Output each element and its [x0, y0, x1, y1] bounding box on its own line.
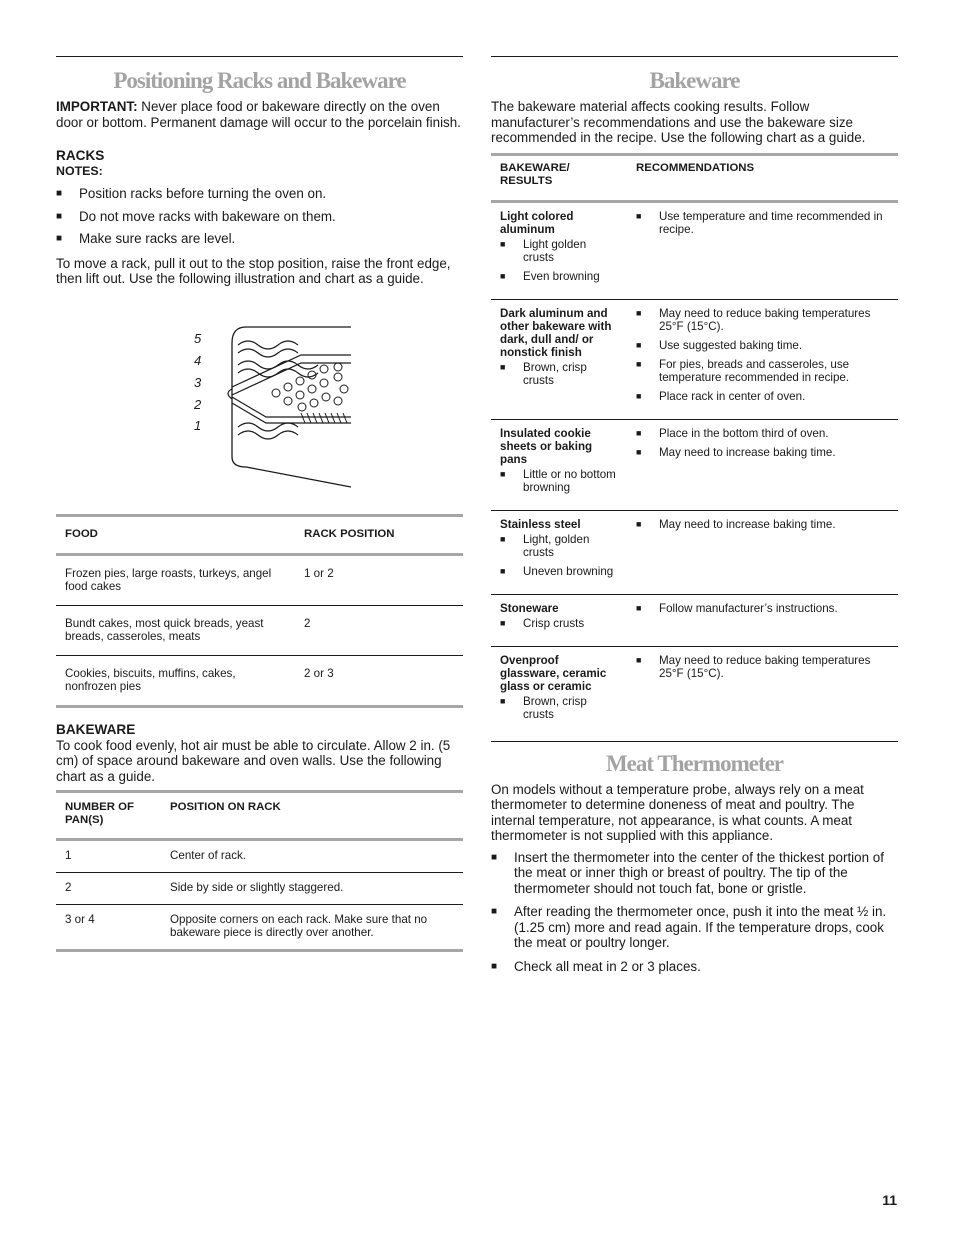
racks-heading: RACKS: [56, 148, 105, 163]
table-cell: [627, 510, 898, 594]
table-row: [56, 840, 463, 873]
rack-label-1: 1: [194, 417, 202, 433]
page-number: 11: [882, 1192, 897, 1208]
list-item: ■ Place rack in center of oven.: [636, 390, 890, 403]
table-row: [56, 905, 463, 951]
table-row: [491, 594, 898, 646]
list-item: ■ May need to reduce baking temperatures 25°F (15°C).: [636, 654, 890, 680]
right-column: [491, 56, 898, 974]
table-row: [56, 873, 463, 905]
table-cell: [627, 594, 898, 646]
list-item: ■ Use suggested baking time.: [636, 339, 890, 352]
section-title-bakeware: Bakeware: [649, 68, 740, 93]
column-header: RACK POSITION: [304, 527, 395, 540]
list-item: ■ Light golden crusts: [500, 238, 619, 264]
rack-label-2: 2: [194, 396, 202, 412]
list-item: ■ Even browning: [500, 270, 619, 283]
list-item: ■ After reading the thermometer once, push it into the meat ½ in. (1.25 cm) more and read again. If the temperature drops, cook the meat or poultry longer.: [491, 904, 898, 951]
table-cell: Bundt cakes, most quick breads, yeast breads, casseroles, meats: [65, 616, 264, 643]
top-rule: [56, 56, 463, 57]
rack-position-table: [56, 514, 463, 708]
table-header-row: [56, 515, 463, 554]
list-item: ■ Light, golden crusts: [500, 533, 619, 559]
table-cell: 1: [65, 849, 72, 862]
column-header: BAKEWARE/ RESULTS: [500, 161, 570, 187]
bakeware-text: To cook food evenly, hot air must be able to circulate. Allow 2 in. (5 cm) of space around bakeware and oven walls. Use the following chart as a guide.: [56, 737, 451, 784]
rack-label-4: 4: [194, 352, 202, 368]
list-item: ■ Make sure racks are level.: [56, 231, 463, 247]
bakeware-name: Light colored aluminum: [500, 209, 574, 236]
bakeware-results-table: [491, 153, 898, 742]
column-header: FOOD: [65, 527, 98, 540]
table-cell: 3 or 4: [65, 913, 95, 926]
column-header: RECOMMENDATIONS: [636, 161, 755, 174]
table-cell: 1 or 2: [304, 566, 334, 580]
table-cell: [627, 201, 898, 299]
list-item: ■ May need to reduce baking temperatures 25°F (15°C).: [636, 307, 890, 333]
table-cell: 2 or 3: [304, 666, 334, 680]
table-cell: [627, 646, 898, 741]
table-cell: [491, 299, 627, 419]
oven-rack-diagram: [56, 305, 463, 505]
list-item: ■ Follow manufacturer’s instructions.: [636, 602, 890, 615]
section-title-meat-thermometer: Meat Thermometer: [605, 750, 784, 776]
bakeware-name: Insulated cookie sheets or baking pans: [500, 426, 593, 466]
list-item: ■ Do not move racks with bakeware on them.: [56, 209, 463, 225]
list-item: ■ Uneven browning: [500, 565, 619, 578]
table-row: [491, 419, 898, 510]
table-cell: Cookies, biscuits, muffins, cakes, nonfrozen pies: [65, 666, 236, 693]
rack-label-5: 5: [194, 330, 202, 346]
table-row: [56, 554, 463, 605]
list-item: ■ Little or no bottom browning: [500, 468, 619, 494]
table-row: [56, 655, 463, 706]
table-cell: [491, 510, 627, 594]
table-cell: 2: [304, 616, 311, 630]
move-rack-text: To move a rack, pull it out to the stop position, raise the front edge, then lift out. Use the following illustration and chart as a guide.: [56, 255, 451, 286]
column-header: NUMBER OF PAN(S): [65, 801, 134, 826]
table-cell: [491, 594, 627, 646]
bakeware-name: Stoneware: [500, 601, 559, 615]
table-row: [56, 605, 463, 655]
bakeware-heading: BAKEWARE: [56, 721, 136, 737]
list-item: ■ Insert the thermometer into the center of the thickest portion of the meat or inner thigh or breast of poultry. The tip of the thermometer should not touch fat, bone or gristle.: [491, 850, 898, 897]
left-column: [56, 56, 463, 952]
list-item: ■ Use temperature and time recommended in recipe.: [636, 210, 890, 236]
table-row: [491, 201, 898, 299]
section-title-positioning: Positioning Racks and Bakeware: [113, 68, 406, 93]
notes-list: [56, 186, 463, 247]
notes-label: NOTES:: [56, 164, 103, 178]
table-cell: 2: [65, 881, 72, 894]
table-header-row: [491, 154, 898, 201]
table-cell: [627, 299, 898, 419]
list-item: ■ For pies, breads and casseroles, use temperature recommended in recipe.: [636, 358, 890, 384]
list-item: ■ Check all meat in 2 or 3 places.: [491, 959, 898, 975]
meat-intro: On models without a temperature probe, always rely on a meat thermometer to determine doneness of meat and poultry. The internal temperature, not appearance, is what counts. A meat thermometer is not supplied with this appliance.: [491, 781, 864, 843]
pan-position-table: [56, 790, 463, 952]
list-item: ■ Position racks before turning the oven on.: [56, 186, 463, 202]
rack-label-3: 3: [194, 374, 202, 390]
list-item: ■ Brown, crisp crusts: [500, 695, 619, 721]
table-cell: Side by side or slightly staggered.: [170, 881, 344, 894]
top-rule: [491, 56, 898, 57]
table-cell: Frozen pies, large roasts, turkeys, angel food cakes: [65, 566, 272, 593]
meat-list: [491, 850, 898, 975]
important-note: IMPORTANT: Never place food or bakeware directly on the oven door or bottom. Permanent damage will occur to the porcelain finish.: [56, 99, 461, 130]
bakeware-name: Stainless steel: [500, 517, 581, 531]
bakeware-name: Ovenproof glassware, ceramic glass or ceramic: [500, 653, 607, 693]
bakeware-name: Dark aluminum and other bakeware with dark, dull and/ or nonstick finish: [500, 306, 612, 359]
list-item: ■ Place in the bottom third of oven.: [636, 427, 890, 440]
list-item: ■ Brown, crisp crusts: [500, 361, 619, 387]
table-cell: Opposite corners on each rack. Make sure that no bakeware piece is directly over another.: [170, 913, 428, 939]
table-cell: [491, 419, 627, 510]
list-item: ■ May need to increase baking time.: [636, 446, 890, 459]
bakeware-intro: The bakeware material affects cooking results. Follow manufacturer’s recommendations and use the bakeware size recommended in the recipe. Use the following chart as a guide.: [491, 99, 866, 145]
table-row: [491, 299, 898, 419]
table-cell: [491, 201, 627, 299]
table-row: [491, 510, 898, 594]
table-cell: [627, 419, 898, 510]
list-item: ■ May need to increase baking time.: [636, 518, 890, 531]
table-cell: Center of rack.: [170, 849, 247, 862]
list-item: ■ Crisp crusts: [500, 617, 619, 630]
table-row: [491, 646, 898, 741]
rack-illustration: [56, 305, 463, 505]
table-header-row: [56, 792, 463, 840]
column-header: POSITION ON RACK: [170, 801, 281, 813]
table-cell: [491, 646, 627, 741]
